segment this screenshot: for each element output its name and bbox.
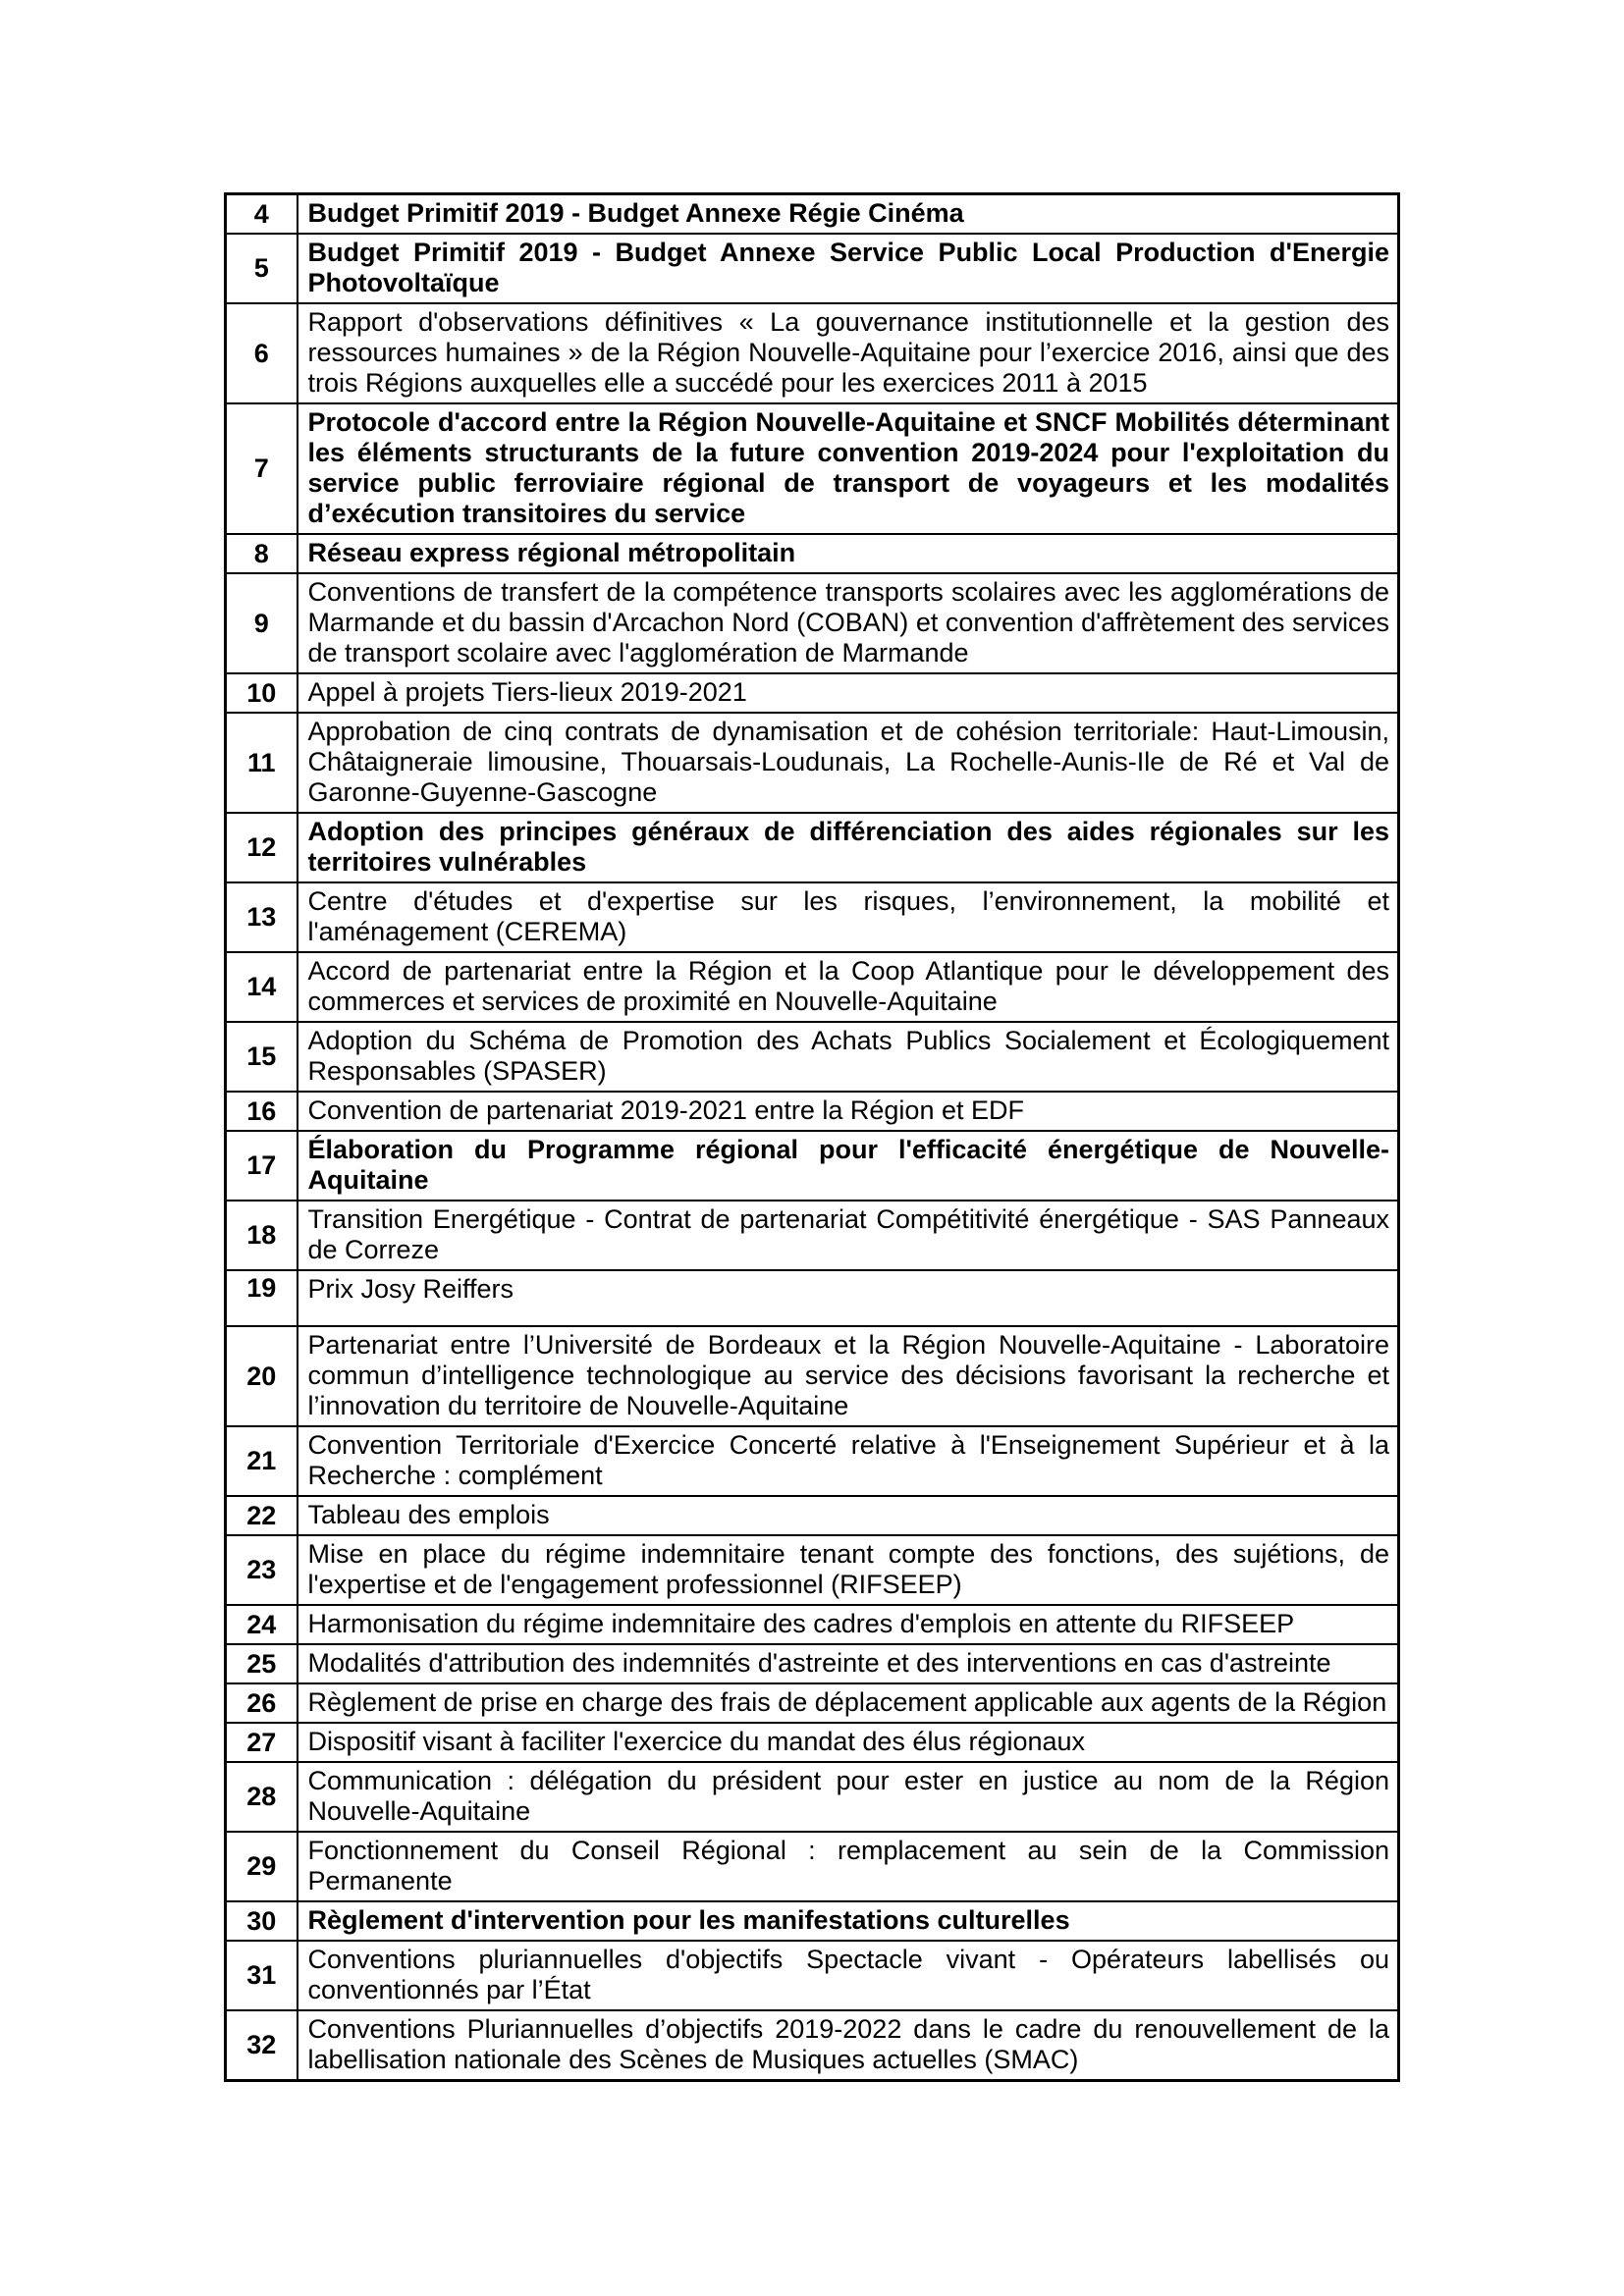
table-row — [226, 534, 1399, 573]
item-title: Convention Territoriale d'Exercice Concerté relative à l'Enseignement Supérieur et à la Recherche : complément — [298, 1426, 1399, 1496]
item-title: Réseau express régional métropolitain — [298, 534, 1399, 573]
item-number: 32 — [226, 2010, 298, 2081]
item-number: 16 — [226, 1092, 298, 1131]
item-title: Élaboration du Programme régional pour l'efficacité énergétique de Nouvelle-Aquitaine — [298, 1131, 1399, 1201]
item-number: 24 — [226, 1605, 298, 1644]
item-title: Centre d'études et d'expertise sur les risques, l’environnement, la mobilité et l'aménagement (CEREMA) — [298, 882, 1399, 952]
item-number: 22 — [226, 1496, 298, 1535]
item-title: Approbation de cinq contrats de dynamisation et de cohésion territoriale: Haut-Limousin, Châtaigneraie limousine, Thouarsais-Loudunais, La Rochelle-Aunis-Ile de Ré et Val de Garonne-Guyenne-Gascogne — [298, 713, 1399, 813]
item-title: Conventions de transfert de la compétence transports scolaires avec les agglomérations de Marmande et du bassin d'Arcachon Nord (COBAN) et convention d'affrètement des services de transport scolaire avec l'agglomération de Marmande — [298, 573, 1399, 673]
table-row — [226, 1832, 1399, 1901]
item-title: Convention de partenariat 2019-2021 entre la Région et EDF — [298, 1092, 1399, 1131]
table-row — [226, 1022, 1399, 1092]
table-row — [226, 1201, 1399, 1270]
table-row — [226, 194, 1399, 235]
table-row — [226, 813, 1399, 882]
item-title: Partenariat entre l’Université de Bordeaux et la Région Nouvelle-Aquitaine - Laboratoire commun d’intelligence technologique au service des décisions favorisant la recherche et l’innovation du territoire de Nouvelle-Aquitaine — [298, 1326, 1399, 1426]
item-number: 27 — [226, 1723, 298, 1762]
table-row — [226, 1683, 1399, 1723]
item-number: 20 — [226, 1326, 298, 1426]
item-title: Tableau des emplois — [298, 1496, 1399, 1535]
agenda-items-table — [224, 192, 1400, 2082]
table-row — [226, 1941, 1399, 2010]
item-title: Accord de partenariat entre la Région et la Coop Atlantique pour le développement des commerces et services de proximité en Nouvelle-Aquitaine — [298, 952, 1399, 1022]
table-row — [226, 403, 1399, 534]
item-title: Communication : délégation du président pour ester en justice au nom de la Région Nouvelle-Aquitaine — [298, 1762, 1399, 1832]
item-number: 10 — [226, 673, 298, 713]
item-number: 7 — [226, 403, 298, 534]
item-title: Budget Primitif 2019 - Budget Annexe Service Public Local Production d'Energie Photovoltaïque — [298, 234, 1399, 303]
item-number: 29 — [226, 1832, 298, 1901]
item-title: Transition Energétique - Contrat de partenariat Compétitivité énergétique - SAS Panneaux de Correze — [298, 1201, 1399, 1270]
item-number: 5 — [226, 234, 298, 303]
item-title: Budget Primitif 2019 - Budget Annexe Régie Cinéma — [298, 194, 1399, 235]
item-number: 17 — [226, 1131, 298, 1201]
item-number: 9 — [226, 573, 298, 673]
table-row — [226, 1762, 1399, 1832]
item-number: 15 — [226, 1022, 298, 1092]
table-row — [226, 234, 1399, 303]
agenda-table-body — [226, 194, 1399, 2081]
item-title: Règlement d'intervention pour les manifestations culturelles — [298, 1901, 1399, 1941]
table-row — [226, 1723, 1399, 1762]
item-number: 21 — [226, 1426, 298, 1496]
item-number: 30 — [226, 1901, 298, 1941]
table-row — [226, 1901, 1399, 1941]
item-title: Protocole d'accord entre la Région Nouvelle-Aquitaine et SNCF Mobilités déterminant les éléments structurants de la future convention 2019-2024 pour l'exploitation du service public ferroviaire régional de transport de voyageurs et les modalités d’exécution transitoires du service — [298, 403, 1399, 534]
item-title: Mise en place du régime indemnitaire tenant compte des fonctions, des sujétions, de l'expertise et de l'engagement professionnel (RIFSEEP) — [298, 1535, 1399, 1605]
table-row — [226, 1092, 1399, 1131]
table-row — [226, 303, 1399, 403]
item-number: 8 — [226, 534, 298, 573]
table-row — [226, 673, 1399, 713]
item-number: 6 — [226, 303, 298, 403]
item-title: Adoption des principes généraux de différenciation des aides régionales sur les territoires vulnérables — [298, 813, 1399, 882]
item-title: Dispositif visant à faciliter l'exercice du mandat des élus régionaux — [298, 1723, 1399, 1762]
table-row — [226, 1605, 1399, 1644]
table-row — [226, 882, 1399, 952]
item-title: Rapport d'observations définitives « La gouvernance institutionnelle et la gestion des ressources humaines » de la Région Nouvelle-Aquitaine pour l’exercice 2016, ainsi que des trois Régions auxquelles elle a succédé pour les exercices 2011 à 2015 — [298, 303, 1399, 403]
item-number: 11 — [226, 713, 298, 813]
item-number: 14 — [226, 952, 298, 1022]
table-row — [226, 1535, 1399, 1605]
item-title: Harmonisation du régime indemnitaire des cadres d'emplois en attente du RIFSEEP — [298, 1605, 1399, 1644]
item-number: 25 — [226, 1644, 298, 1683]
table-row — [226, 1270, 1399, 1326]
item-title: Appel à projets Tiers-lieux 2019-2021 — [298, 673, 1399, 713]
item-title: Conventions pluriannuelles d'objectifs Spectacle vivant - Opérateurs labellisés ou conventionnés par l’État — [298, 1941, 1399, 2010]
table-row — [226, 713, 1399, 813]
item-number: 12 — [226, 813, 298, 882]
table-row — [226, 1426, 1399, 1496]
item-number: 31 — [226, 1941, 298, 2010]
item-title: Prix Josy Reiffers — [298, 1270, 1399, 1326]
item-number: 23 — [226, 1535, 298, 1605]
item-number: 26 — [226, 1683, 298, 1723]
table-row — [226, 573, 1399, 673]
item-title: Adoption du Schéma de Promotion des Achats Publics Socialement et Écologiquement Responsables (SPASER) — [298, 1022, 1399, 1092]
item-title: Règlement de prise en charge des frais de déplacement applicable aux agents de la Région — [298, 1683, 1399, 1723]
table-row — [226, 1644, 1399, 1683]
item-title: Modalités d'attribution des indemnités d'astreinte et des interventions en cas d'astreinte — [298, 1644, 1399, 1683]
item-number: 13 — [226, 882, 298, 952]
table-row — [226, 1496, 1399, 1535]
table-row — [226, 1326, 1399, 1426]
table-row — [226, 2010, 1399, 2081]
item-title: Fonctionnement du Conseil Régional : remplacement au sein de la Commission Permanente — [298, 1832, 1399, 1901]
item-title: Conventions Pluriannuelles d’objectifs 2019-2022 dans le cadre du renouvellement de la labellisation nationale des Scènes de Musiques actuelles (SMAC) — [298, 2010, 1399, 2081]
item-number: 4 — [226, 194, 298, 235]
item-number: 18 — [226, 1201, 298, 1270]
item-number: 28 — [226, 1762, 298, 1832]
table-row — [226, 1131, 1399, 1201]
item-number: 19 — [226, 1270, 298, 1326]
table-row — [226, 952, 1399, 1022]
